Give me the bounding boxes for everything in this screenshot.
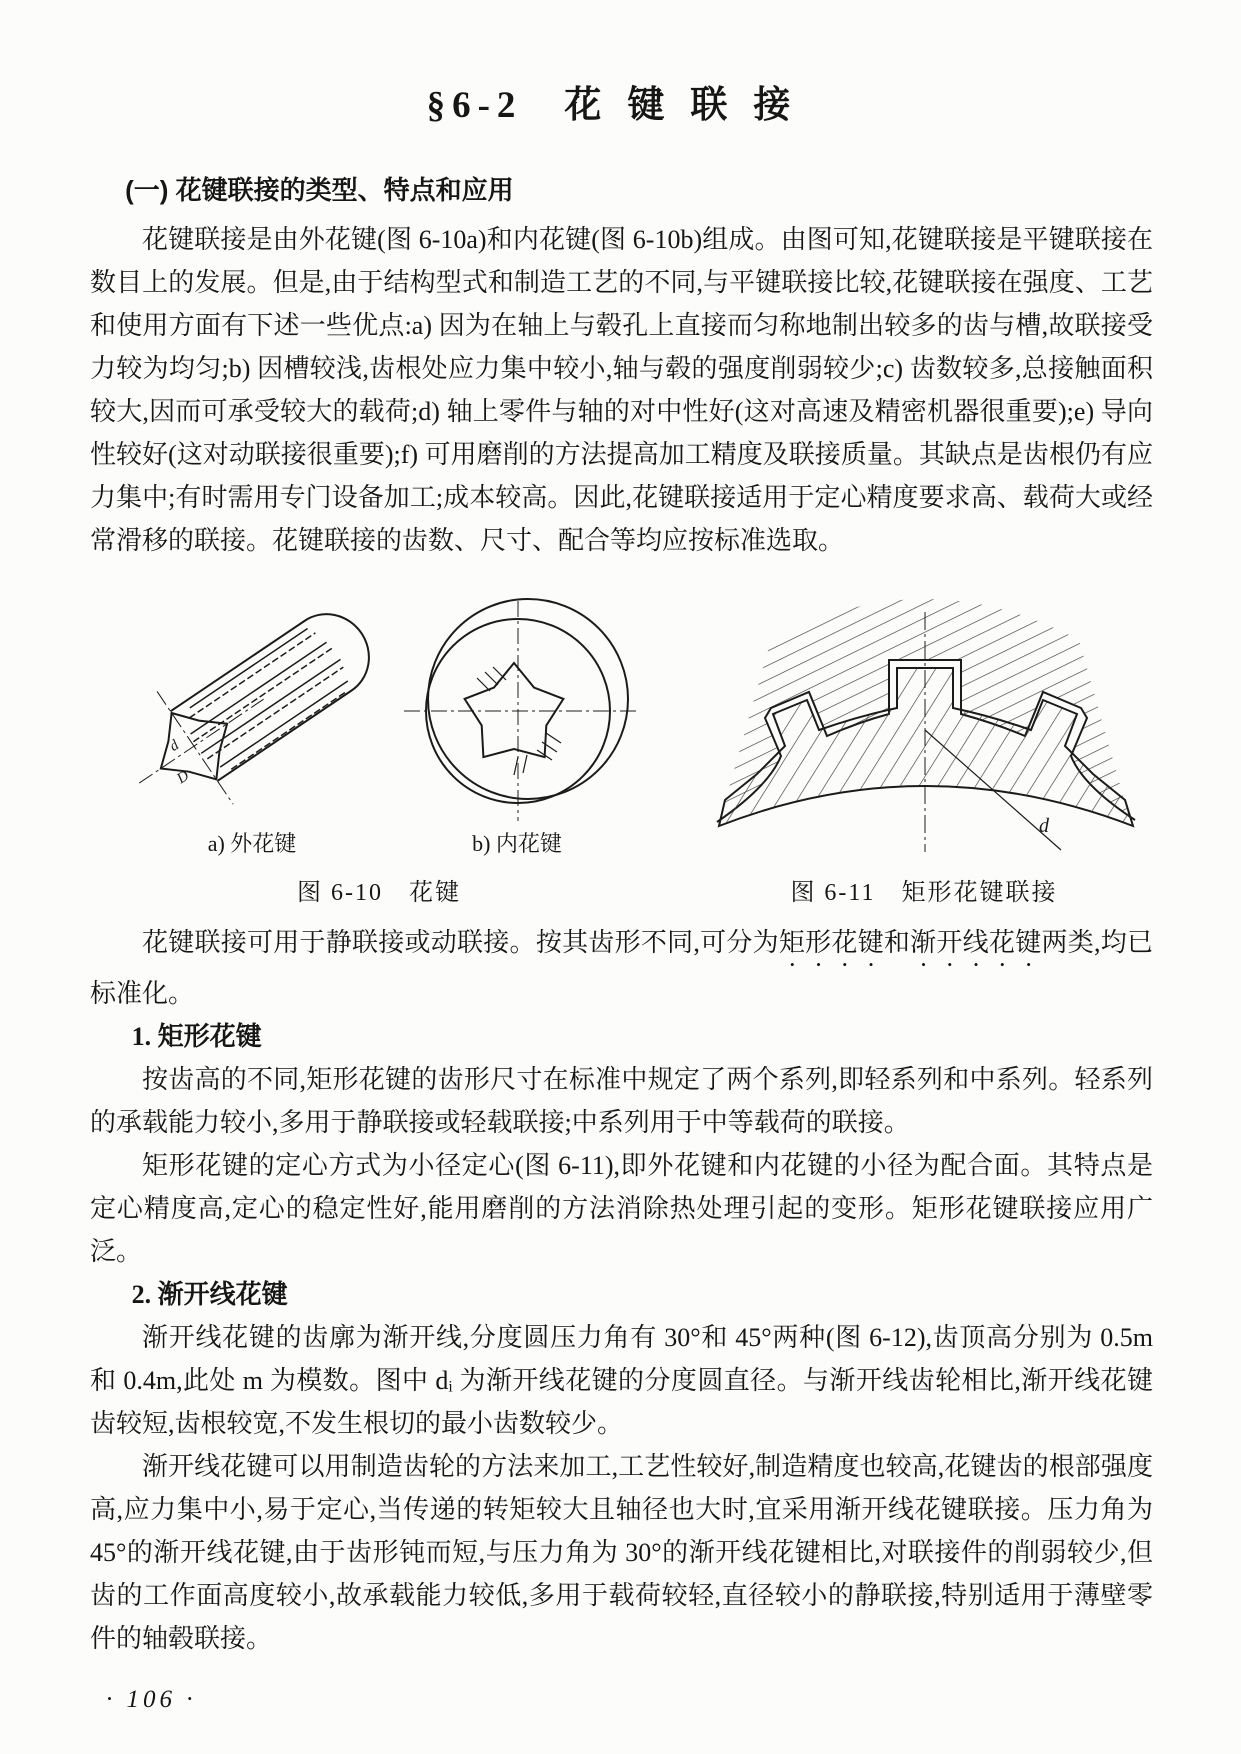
emphasized-rect-spline: 矩形花键: [778, 928, 884, 957]
label-internal-spline: b) 内花键: [472, 831, 562, 856]
spline-connection-group: [709, 599, 1139, 856]
heading-rect-spline: 1. 矩形花键: [131, 1022, 262, 1051]
internal-spline-drawing: [396, 587, 646, 827]
dimension-label-d: d: [1039, 815, 1049, 837]
heading-involute-spline: 2. 渐开线花键: [131, 1280, 288, 1309]
page-title: [90, 74, 1153, 128]
text-run: 两类,均已标准化。: [90, 928, 1153, 1008]
paragraph-involute-manufacture: 渐开线花键可以用制造齿轮的方法来加工,工艺性较好,制造精度也较高,花键齿的根部强度高,应力集中小,易于定心,当传递的转矩较大且轴径也大时,宜采用渐开线花键联接。压力角为 45°的渐开线花键,由于齿形钝而短,与压力角为 30°的渐开线花键相比,对联接件的削弱较少,但齿的工作面高度较小,故承载能力较低,多用于载荷较轻,直径较小的静联接,特别适用于薄壁零件的轴毂联接。: [90, 1452, 1153, 1653]
section-number: §6-2: [426, 85, 523, 126]
dimension-label-d: d: [166, 737, 182, 755]
spline-hub-group: [404, 599, 638, 821]
paragraph-rect-spline-centering: 矩形花键的定心方式为小径定心(图 6-11),即外花键和内花键的小径为配合面。其特点是定心精度高,定心的稳定性好,能用磨削的方法消除热处理引起的变形。矩形花键联接应用广泛。: [90, 1151, 1153, 1266]
paragraph-involute-profile: 渐开线花键的齿廓为渐开线,分度圆压力角有 30°和 45°两种(图 6-12),齿顶高分别为 0.5m 和 0.4m,此处 m 为模数。图中 dᵢ 为渐开线花键的分度圆直径。与渐开线齿轮相比,渐开线花键齿较短,齿根较宽,不发生根切的最小齿数较少。: [90, 1323, 1153, 1438]
shaft-body-outline: [170, 598, 384, 781]
emphasized-involute-spline: 渐开线花键: [910, 928, 1042, 957]
figure-6-10-drawings: [112, 587, 646, 827]
page-number: · 106 ·: [106, 1686, 197, 1713]
rect-spline-connection-drawing: [709, 578, 1139, 858]
external-spline-drawing: [112, 587, 392, 827]
figure-row: [112, 578, 1139, 907]
figure-6-11: [709, 578, 1139, 907]
label-external-spline: a) 外花键: [207, 831, 297, 856]
spline-shaft-group: [112, 587, 392, 827]
figure-6-10-caption: 图 6-10 花键: [297, 880, 461, 906]
paragraph-rect-spline-series: 按齿高的不同,矩形花键的齿形尺寸在标准中规定了两个系列,即轻系列和中系列。轻系列的承载能力较小,多用于静联接或轻载联接;中系列用于中等载荷的联接。: [90, 1065, 1153, 1137]
text-run: 和: [883, 928, 911, 957]
figure-6-11-caption: 图 6-11 矩形花键联接: [790, 880, 1058, 906]
spline-hole-profile: [465, 663, 564, 757]
section-title-text: 花键联接: [564, 85, 817, 126]
paragraph-spline-types: [90, 921, 1153, 1015]
text-run: 花键联接可用于静联接或动联接。按其齿形不同,可分为: [142, 928, 779, 957]
centerlines: [112, 644, 303, 827]
figure-6-10: [112, 587, 646, 907]
hub-outer-circle: [428, 599, 628, 799]
heading-types-features: (一) 花键联接的类型、特点和应用: [125, 175, 514, 205]
dimension-label-D: D: [174, 767, 193, 788]
paragraph-overview: 花键联接是由外花键(图 6-10a)和内花键(图 6-10b)组成。由图可知,花键联接是平键联接在数目上的发展。但是,由于结构型式和制造工艺的不同,与平键联接比较,花键联接在强度、工艺和使用方面有下述一些优点:a) 因为在轴上与毂孔上直接而匀称地制出较多的齿与槽,故联接受力较为均匀;b) 因槽较浅,齿根处应力集中较小,轴与毂的强度削弱较少;c) 齿数较多,总接触面积较大,因而可承受较大的载荷;d) 轴上零件与轴的对中性好(这对高速及精密机器很重要);e) 导向性较好(这对动联接很重要);f) 可用磨削的方法提高加工精度及联接质量。其缺点是齿根仍有应力集中;有时需用专门设备加工;成本较高。因此,花键联接适用于定心精度要求高、载荷大或经常滑移的联接。花键联接的齿数、尺寸、配合等均应按标准选取。: [90, 225, 1153, 555]
figure-6-10-labels: [112, 827, 646, 858]
